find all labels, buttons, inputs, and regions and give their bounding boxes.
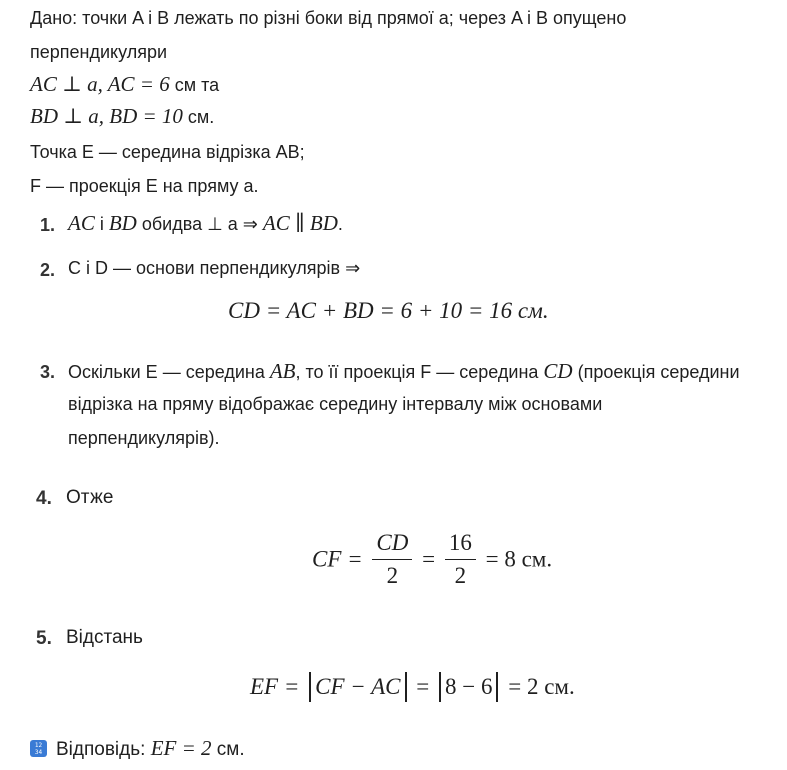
- step-1-math-parallel: AC ∥ BD: [262, 211, 338, 235]
- given-bd: [30, 104, 214, 129]
- step-4-lhs: CF =: [312, 546, 363, 572]
- given-ac-unit: см та: [169, 75, 220, 95]
- answer-line: [56, 736, 245, 762]
- given-line-6: F — проекція E на пряму a.: [30, 176, 259, 196]
- given-line-5: Точка E — середина відрізка AB;: [30, 142, 305, 162]
- step-3-text-a: Оскільки E — середина: [68, 362, 270, 382]
- step-2-formula: CD = AC + BD = 6 + 10 = 16 см.: [228, 298, 549, 323]
- step-4-fraction-cd: [372, 530, 412, 589]
- answer-unit: см.: [211, 739, 245, 760]
- step-1-number: 1.: [40, 215, 56, 235]
- given-line-2: перпендикуляри: [30, 42, 168, 62]
- step-4-formula: [312, 530, 552, 589]
- step-2-text: C і D — основи перпендикулярів ⇒: [68, 258, 361, 278]
- given-line-1: Дано: точки A і B лежать по різні боки від прямої a; через A і B опущено: [30, 8, 627, 28]
- abs-bar-right-2: [496, 672, 498, 702]
- step-2-number: 2.: [40, 260, 56, 280]
- step-5-f3: =: [416, 674, 430, 699]
- step-4-frac1-top: CD: [372, 530, 412, 560]
- step-4-frac2-bottom: 2: [454, 563, 467, 588]
- abs-bar-right-1: [405, 672, 407, 702]
- abs-bar-left-1: [309, 672, 311, 702]
- step-3-math-ab: AB: [269, 359, 296, 383]
- step-1-text: [68, 211, 343, 236]
- given-ac: [30, 72, 219, 97]
- answer-math: EF = 2: [150, 736, 212, 760]
- answer-label: Відповідь:: [56, 739, 151, 760]
- step-1-math-ac: AC: [68, 211, 95, 235]
- step-5-f5: = 2 см.: [508, 674, 575, 699]
- step-3-text-c: (проекція середини: [572, 362, 740, 382]
- step-1-text-c: .: [337, 214, 343, 234]
- step-5-f1: EF =: [250, 674, 300, 699]
- step-4-fraction-16: [445, 530, 476, 589]
- step-1-text-b: обидва ⊥ a ⇒: [136, 214, 263, 234]
- step-4-number: 4.: [36, 488, 52, 509]
- step-5-f4: 8 − 6: [445, 674, 493, 699]
- step-4-text: Отже: [66, 487, 114, 508]
- step-1-math-bd: BD: [108, 211, 137, 235]
- step-5-formula: [250, 672, 575, 702]
- step-4-equals: =: [422, 546, 436, 572]
- step-4-rhs: = 8 см.: [485, 546, 553, 572]
- step-4-frac1-bottom: 2: [386, 563, 399, 588]
- step-3-line-3: перпендикулярів).: [68, 428, 220, 448]
- step-5-number: 5.: [36, 628, 52, 649]
- step-3-number: 3.: [40, 362, 56, 382]
- given-ac-math: AC ⊥ a, AC = 6: [30, 72, 170, 96]
- step-3-text-b: , то її проекція F — середина: [295, 362, 544, 382]
- given-bd-unit: см.: [182, 107, 215, 127]
- step-3-text: [68, 356, 740, 455]
- abs-bar-left-2: [439, 672, 441, 702]
- step-3-math-cd: CD: [543, 359, 573, 383]
- numbers-keycap-icon: 1234: [30, 740, 47, 757]
- given-bd-math: BD ⊥ a, BD = 10: [30, 104, 183, 128]
- step-1-text-a: і: [94, 214, 109, 234]
- step-4-frac2-top: 16: [445, 530, 476, 560]
- step-5-text: Відстань: [66, 627, 143, 648]
- step-3-line-2: відрізка на пряму відображає середину інтервалу між основами: [68, 394, 603, 414]
- step-5-f2: CF − AC: [315, 674, 401, 699]
